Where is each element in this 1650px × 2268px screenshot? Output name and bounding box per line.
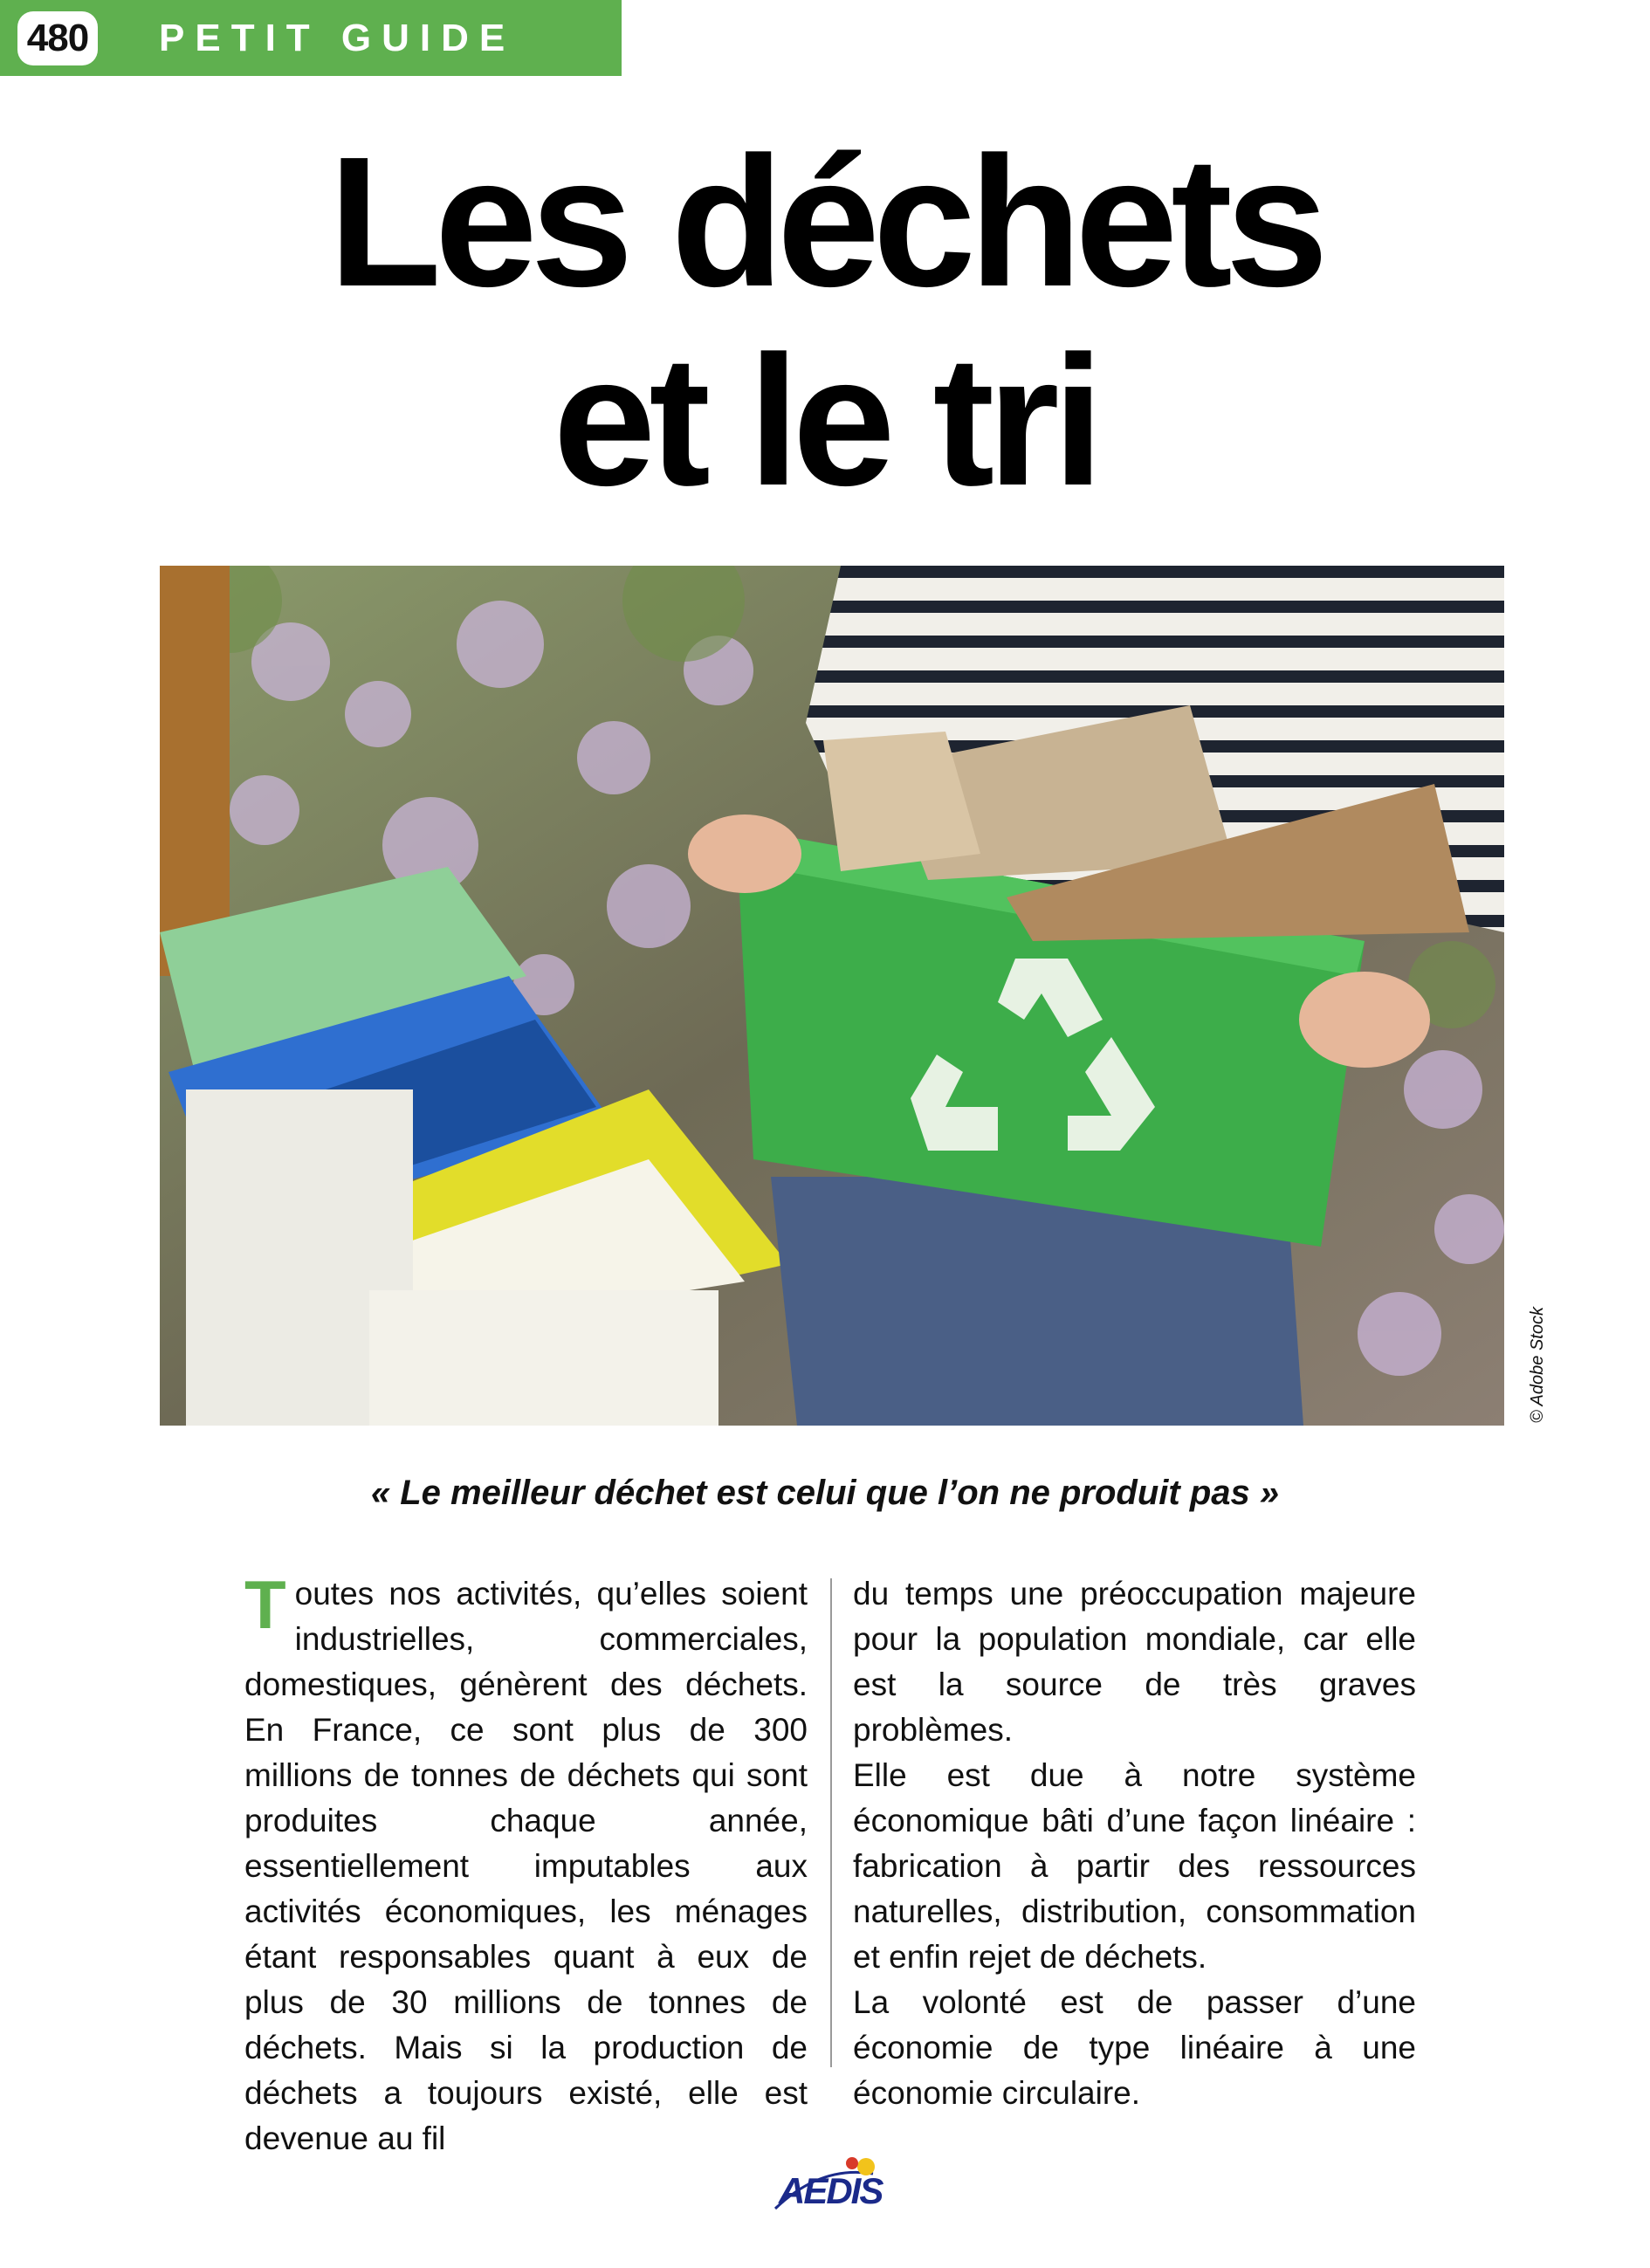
drop-cap: T (244, 1566, 286, 1643)
cover-photo (160, 566, 1504, 1426)
publisher-logo (768, 2148, 890, 2217)
photo-credit: © Adobe Stock (1528, 1307, 1547, 1423)
right-paragraph-3: La volonté est de passer d’une économie de type linéaire à une économie circulaire. (853, 1984, 1416, 2111)
page-title (0, 118, 1650, 524)
left-text: outes nos activités, qu’elles soient industrielles, commerciales, domestiques, génèrent des déchets. En France, ce sont plus de 300 millions de tonnes de déchets qui sont produites chaque année, essentiellement imputables aux activités économiques, les ménages étant responsables quant à eux de plus de 30 millions de tonnes de déchets. Mais si la production de déchets a toujours existé, elle est devenue au fil (244, 1576, 808, 2156)
title-line-1: Les déchets (328, 118, 1322, 325)
column-divider (830, 1578, 832, 2067)
header-banner (0, 0, 622, 76)
logo-text: AEDIS (779, 2170, 883, 2211)
right-paragraph-2: Elle est due à notre système économique bâti d’une façon linéaire : fabrication à partir des ressources naturelles, distribution, consommation et enfin rejet de déchets. (853, 1757, 1416, 1975)
intro-paragraph (244, 1566, 808, 2161)
title-line-2: et le tri (553, 317, 1097, 524)
right-paragraph-1: du temps une préoccupation majeure pour la population mondiale, car elle est la source de très graves problèmes. (853, 1576, 1416, 1748)
issue-number: 480 (17, 11, 98, 65)
pull-quote: « Le meilleur déchet est celui que l’on ne produit pas » (370, 1474, 1280, 1512)
body-column-right (853, 1571, 1416, 2116)
series-label: PETIT GUIDE (159, 16, 516, 59)
body-column-left (244, 1566, 808, 2161)
